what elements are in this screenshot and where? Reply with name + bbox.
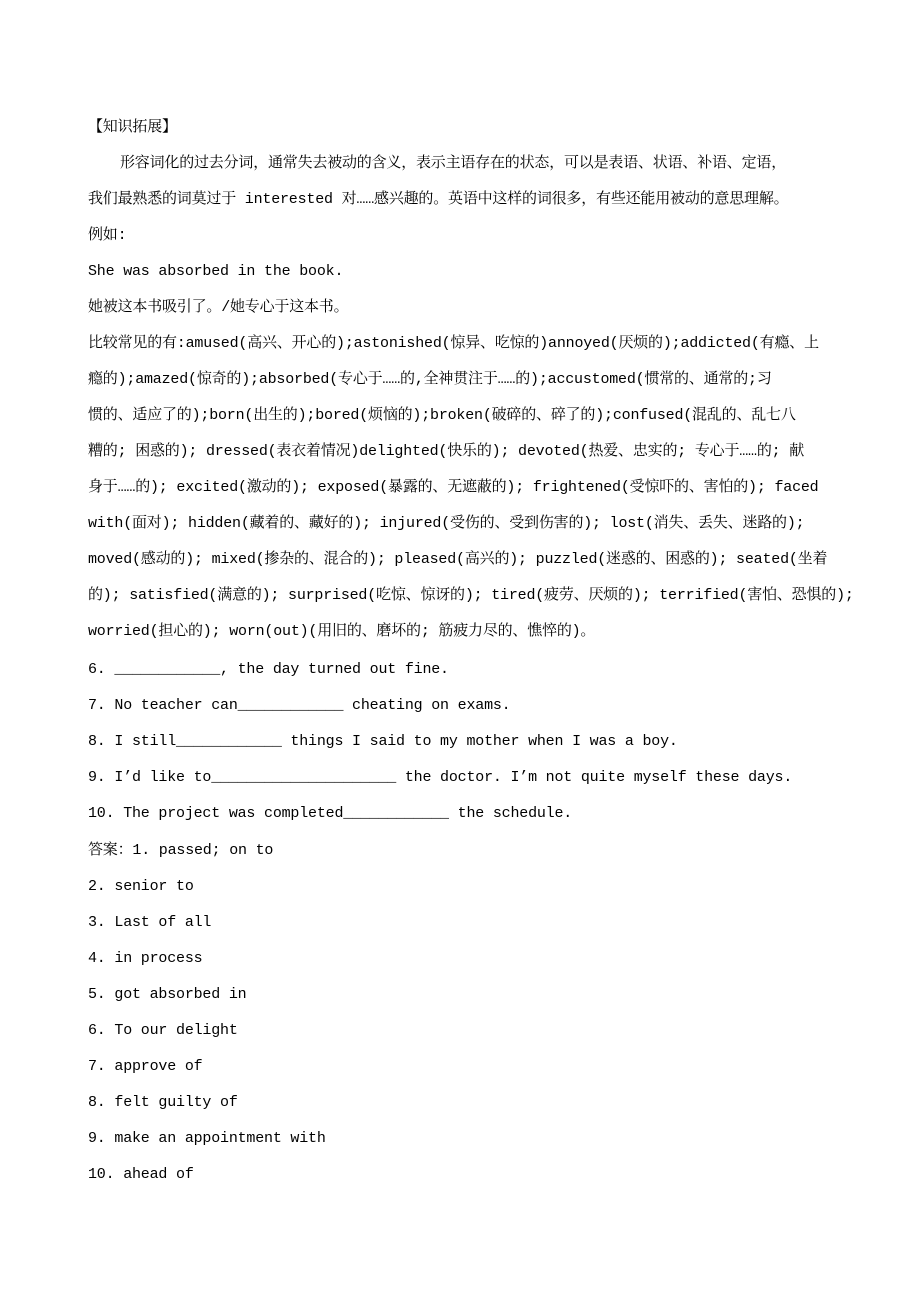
intro-text: 我们最熟悉的词莫过于 interested 对……感兴趣的。英语中这样的词很多，有些还能用被动的意思理解。: [88, 191, 789, 208]
example-translation: 她被这本书吸引了。/她专心于这本书。: [88, 299, 349, 316]
exercise-item: 9. I’d like to_____________________ the doctor. I’m not quite myself these days.: [88, 769, 793, 786]
answer-item: 9. make an appointment with: [88, 1130, 326, 1147]
answer-item: 8. felt guilty of: [88, 1094, 238, 1111]
answer-item: 2. senior to: [88, 878, 194, 895]
answer-item: 5. got absorbed in: [88, 986, 247, 1003]
intro-text: 例如:: [88, 227, 127, 244]
exercise-item: 8. I still____________ things I said to my mother when I was a boy.: [88, 733, 678, 750]
answer-item: 4. in process: [88, 950, 203, 967]
section-heading: 【知识拓展】: [88, 119, 177, 136]
word-list-line: 比较常见的有:amused(高兴、开心的);astonished(惊异、吃惊的)annoyed(厌烦的);addicted(有瘾、上: [88, 335, 819, 352]
answer-item: 6. To our delight: [88, 1022, 238, 1039]
answer-item: 7. approve of: [88, 1058, 203, 1075]
word-list-line: 惯的、适应了的);born(出生的);bored(烦恼的);broken(破碎的、碎了的);confused(混乱的、乱七八: [88, 407, 796, 424]
answers-label: 答案：1. passed; on to: [88, 842, 274, 859]
word-list-line: worried(担心的); worn(out)(用旧的、磨坏的; 筋疲力尽的、憔悴的)。: [88, 623, 596, 640]
word-list-line: 瘾的);amazed(惊奇的);absorbed(专心于……的,全神贯注于……的);accustomed(惯常的、通常的;习: [88, 371, 772, 388]
answer-item: 10. ahead of: [88, 1166, 194, 1183]
word-list-line: 身于……的); excited(激动的); exposed(暴露的、无遮蔽的); frightened(受惊吓的、害怕的); faced: [88, 479, 819, 496]
intro-text: 形容词化的过去分词，通常失去被动的含义，表示主语存在的状态，可以是表语、状语、补语、定语，: [120, 155, 787, 172]
word-list-line: 的); satisfied(满意的); surprised(吃惊、惊讶的); tired(疲劳、厌烦的); terrified(害怕、恐惧的);: [88, 587, 854, 604]
exercise-item: 6. ____________, the day turned out fine.: [88, 661, 449, 678]
exercise-item: 10. The project was completed____________ the schedule.: [88, 805, 573, 822]
answer-item: 3. Last of all: [88, 914, 212, 931]
example-sentence: She was absorbed in the book.: [88, 263, 344, 280]
exercise-item: 7. No teacher can____________ cheating on exams.: [88, 697, 511, 714]
word-list-line: 糟的; 困惑的); dressed(表衣着情况)delighted(快乐的); devoted(热爱、忠实的; 专心于……的; 献: [88, 443, 805, 460]
word-list-line: moved(感动的); mixed(掺杂的、混合的); pleased(高兴的); puzzled(迷惑的、困惑的); seated(坐着: [88, 551, 828, 568]
word-list-line: with(面对); hidden(藏着的、藏好的); injured(受伤的、受到伤害的); lost(消失、丢失、迷路的);: [88, 515, 805, 532]
